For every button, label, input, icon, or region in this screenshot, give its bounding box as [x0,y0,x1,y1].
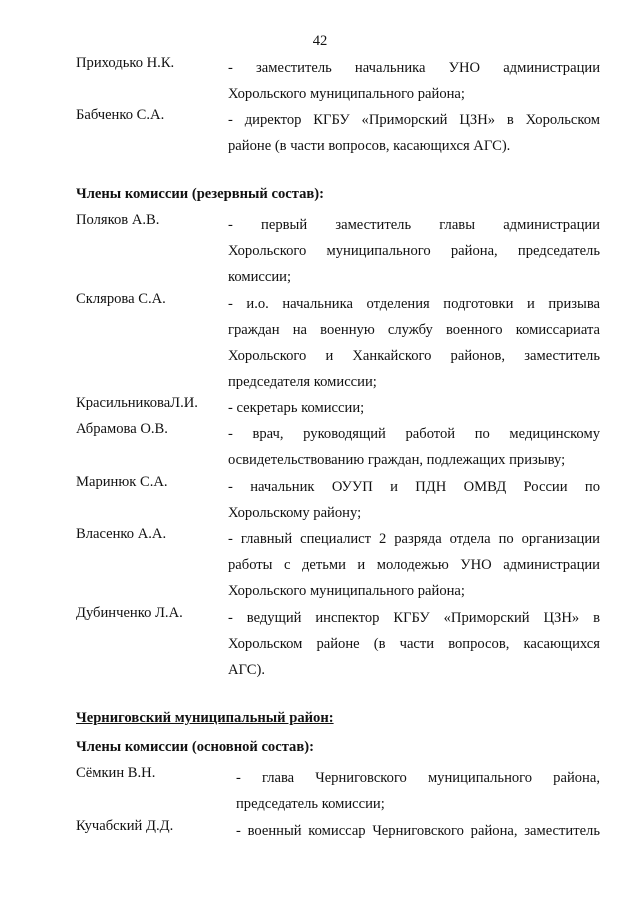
member-role: - военный комиссар Черниговского района, заместитель [236,823,600,839]
member-role: - глава Черниговского муниципального района, председатель комиссии; [236,770,600,812]
member-name: Сёмкин В.Н. [76,765,156,781]
member-name: Власенко А.А. [76,526,167,542]
member-role: - заместитель начальника УНО администрации Хорольского муниципального района; [228,60,600,102]
member-name: Бабченко С.А. [76,107,165,123]
member-name: Кучабский Д.Д. [76,818,174,834]
district-heading: Черниговский муниципальный район: [76,710,334,726]
member-role: - главный специалист 2 разряда отдела по организации работы с детьми и молодежью УНО администрации Хорольского муниципального района; [228,531,600,599]
member-role: - секретарь комиссии; [228,400,365,416]
member-role: - первый заместитель главы администрации Хорольского муниципального района, председатель комиссии; [228,217,600,285]
section-heading-reserve: Члены комиссии (резервный состав): [76,186,324,202]
member-name: КрасильниковаЛ.И. [76,395,198,411]
member-name: Приходько Н.К. [76,55,175,71]
member-role: - врач, руководящий работой по медицинскому освидетельствованию граждан, подлежащих призыву; [228,426,600,468]
member-name: Склярова С.А. [76,291,166,307]
member-name: Поляков А.В. [76,212,160,228]
member-name: Абрамова О.В. [76,421,168,437]
member-role: - начальник ОУУП и ПДН ОМВД России по Хорольскому району; [228,479,600,521]
member-role: - ведущий инспектор КГБУ «Приморский ЦЗН» в Хорольском районе (в части вопросов, касающихся АГС). [228,610,600,678]
page-number: 42 [312,33,328,49]
member-name: Маринюк С.А. [76,474,168,490]
member-role: - и.о. начальника отделения подготовки и призыва граждан на военную службу военного комиссариата Хорольского и Ханкайского районов, заместитель председателя комиссии; [228,296,600,390]
member-name: Дубинченко Л.А. [76,605,183,621]
section-heading-main: Члены комиссии (основной состав): [76,739,314,755]
member-role: - директор КГБУ «Приморский ЦЗН» в Хорольском районе (в части вопросов, касающихся АГС). [228,112,600,154]
